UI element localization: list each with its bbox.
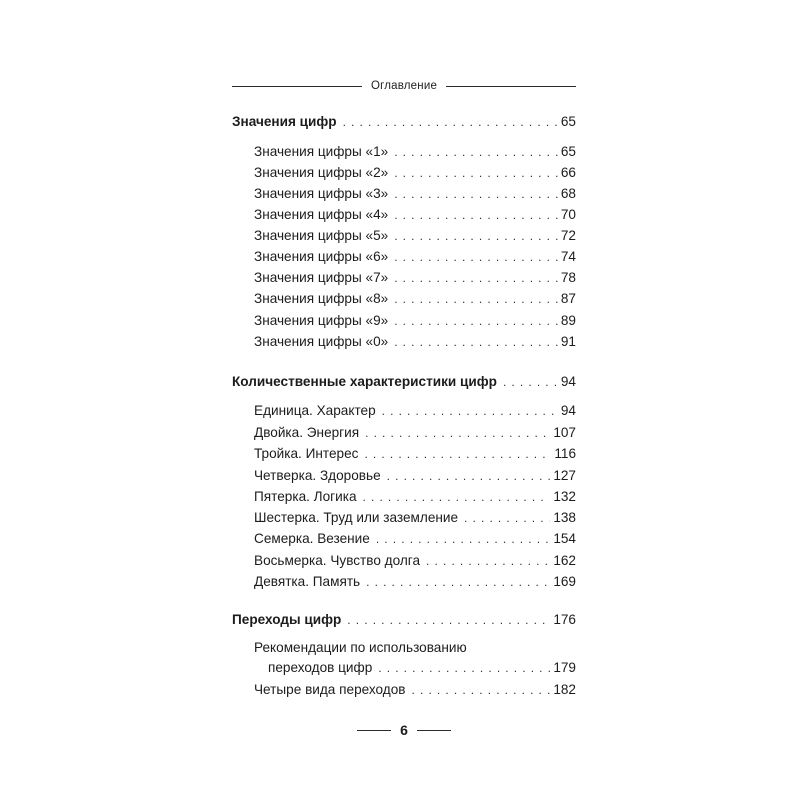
page-footer <box>356 720 452 740</box>
toc-entry[interactable] <box>254 141 576 163</box>
page-number: 6 <box>400 722 408 738</box>
toc-section-title: Количественные характеристики цифр <box>232 374 497 389</box>
toc-section[interactable] <box>232 111 576 133</box>
toc-entry-title: Значения цифры «9» <box>254 313 389 328</box>
toc-entry-title: Четверка. Здоровье <box>254 468 381 483</box>
toc-entry-title: Девятка. Память <box>254 574 361 589</box>
toc-page-number: 89 <box>560 313 576 328</box>
toc-entry[interactable] <box>254 267 576 289</box>
toc-page-number: 182 <box>553 682 576 697</box>
toc-page-number: 132 <box>553 489 576 504</box>
footer-rule-left <box>357 730 391 731</box>
toc-page-number: 169 <box>553 574 576 589</box>
dot-leader <box>426 550 550 572</box>
toc-entry[interactable] <box>254 331 576 353</box>
dot-leader <box>363 486 551 508</box>
toc-entry-title: Значения цифры «2» <box>254 165 389 180</box>
toc-entry[interactable] <box>254 465 576 487</box>
toc-entry-title: Значения цифры «0» <box>254 334 389 349</box>
toc-page-number: 72 <box>560 228 576 243</box>
toc-entry-title: Значения цифры «7» <box>254 270 389 285</box>
toc-entry-title: Значения цифры «4» <box>254 207 389 222</box>
dot-leader <box>394 288 558 310</box>
toc-entry[interactable] <box>254 528 576 550</box>
toc-entry[interactable] <box>254 400 576 422</box>
dot-leader <box>366 571 550 593</box>
toc-entry-title: Значения цифры «1» <box>254 144 389 159</box>
toc-entry-first-line[interactable]: Рекомендации по использованию <box>254 640 467 655</box>
toc-page-number: 94 <box>560 403 576 418</box>
toc-entry-title: Единица. Характер <box>254 403 376 418</box>
toc-page-number: 116 <box>554 446 576 461</box>
toc-page-number: 138 <box>553 510 576 525</box>
toc-entry-title: Шестерка. Труд или заземление <box>254 510 459 525</box>
toc-page-number: 87 <box>560 291 576 306</box>
toc-page-number: 162 <box>553 553 576 568</box>
toc-page-number: 179 <box>553 660 576 675</box>
toc-page-number: 176 <box>553 612 576 627</box>
toc-page-number: 78 <box>560 270 576 285</box>
dot-leader <box>503 371 558 393</box>
toc-entry-title: Двойка. Энергия <box>254 425 360 440</box>
dot-leader <box>365 422 550 444</box>
toc-page-number: 68 <box>560 186 576 201</box>
dot-leader <box>394 246 558 268</box>
footer-rule-right <box>417 730 451 731</box>
toc-page-number: 94 <box>560 374 576 389</box>
toc-entry-title: Восьмерка. Чувство долга <box>254 553 421 568</box>
toc-entry-title: Четыре вида переходов <box>254 682 406 697</box>
toc-entry[interactable] <box>254 288 576 310</box>
dot-leader <box>394 225 558 247</box>
dot-leader <box>394 162 558 184</box>
toc-section[interactable] <box>232 609 576 631</box>
dot-leader <box>387 465 551 487</box>
toc-entry[interactable] <box>254 162 576 184</box>
toc-section[interactable] <box>232 371 576 393</box>
running-header-title: Оглавление <box>370 80 438 92</box>
toc-page-number: 74 <box>560 249 576 264</box>
dot-leader <box>364 443 551 465</box>
toc-entry-title: Тройка. Интерес <box>254 446 359 461</box>
toc-entry-title: Значения цифры «6» <box>254 249 389 264</box>
toc-entry-title: Пятерка. Логика <box>254 489 357 504</box>
toc-entry-title: переходов цифр <box>268 660 373 675</box>
dot-leader <box>378 657 550 679</box>
toc-entry-title: Значения цифры «5» <box>254 228 389 243</box>
toc-entry-title: Семерка. Везение <box>254 531 370 546</box>
dot-leader <box>394 331 558 353</box>
toc-section-title: Значения цифр <box>232 114 337 129</box>
dot-leader <box>376 528 550 550</box>
dot-leader <box>382 400 558 422</box>
toc-entry[interactable] <box>254 225 576 247</box>
dot-leader <box>394 141 558 163</box>
toc-section-title: Переходы цифр <box>232 612 342 627</box>
toc-entry[interactable] <box>254 486 576 508</box>
toc-page-number: 107 <box>553 425 576 440</box>
toc-entry[interactable] <box>268 657 576 679</box>
toc-page-number: 91 <box>560 334 576 349</box>
toc-entry-title: Значения цифры «8» <box>254 291 389 306</box>
dot-leader <box>347 609 550 631</box>
toc-page-number: 154 <box>553 531 576 546</box>
dot-leader <box>394 183 558 205</box>
toc-entry[interactable] <box>254 183 576 205</box>
toc-entry[interactable] <box>254 246 576 268</box>
dot-leader <box>394 267 558 289</box>
toc-page-number: 65 <box>560 114 576 129</box>
toc-entry[interactable] <box>254 204 576 226</box>
toc-entry[interactable] <box>254 310 576 332</box>
toc-page-number: 65 <box>560 144 576 159</box>
dot-leader <box>394 310 558 332</box>
toc-entry-title: Значения цифры «3» <box>254 186 389 201</box>
toc-entry[interactable] <box>254 443 576 465</box>
toc-entry[interactable] <box>254 679 576 701</box>
dot-leader <box>343 111 558 133</box>
toc-page-number: 66 <box>560 165 576 180</box>
toc-page-number: 127 <box>553 468 576 483</box>
toc-entry[interactable] <box>254 422 576 444</box>
dot-leader <box>412 679 551 701</box>
dot-leader <box>394 204 558 226</box>
toc-entry[interactable] <box>254 571 576 593</box>
toc-entry[interactable] <box>254 550 576 572</box>
toc-page-number: 70 <box>560 207 576 222</box>
toc-entry[interactable] <box>254 507 576 529</box>
dot-leader <box>464 507 550 529</box>
